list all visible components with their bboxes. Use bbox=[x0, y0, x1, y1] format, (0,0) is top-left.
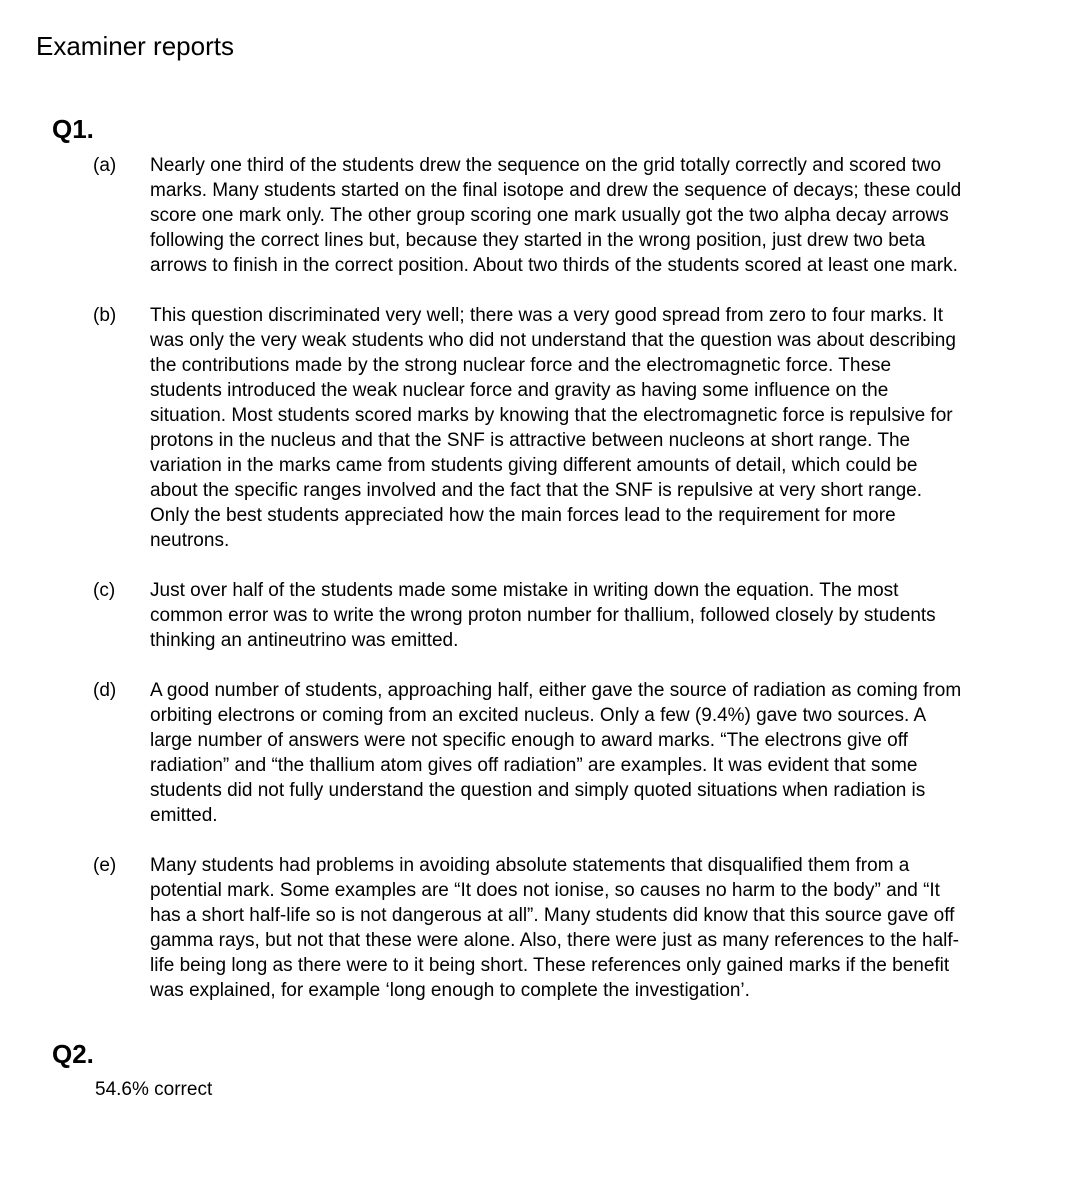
part-c-text: Just over half of the students made some mistake in writing down the equation. The most common error was to write the wrong proton number for thallium, followed closely by students thinking an antineutrino was emitted. bbox=[150, 580, 936, 651]
question-q1-parts bbox=[0, 153, 1068, 1028]
part-c-label: (c) bbox=[93, 580, 116, 601]
part-a-text: Nearly one third of the students drew the sequence on the grid totally correctly and scored two marks. Many students started on the final isotope and drew the sequence of decays; these could score one mark only. The other group scoring one mark usually got the two alpha decay arrows following the correct lines but, because they started in the wrong position, just drew two beta arrows to finish in the correct position. About two thirds of the students scored at least one mark. bbox=[150, 155, 962, 276]
question-q1-heading: Q1. bbox=[52, 114, 94, 144]
question-q2-stat: 54.6% correct bbox=[95, 1079, 213, 1100]
part-e bbox=[93, 853, 1068, 1003]
question-q2 bbox=[0, 1028, 1068, 1102]
part-d bbox=[93, 678, 1068, 828]
part-a bbox=[93, 153, 1068, 278]
part-b-text: This question discriminated very well; there was a very good spread from zero to four marks. It was only the very weak students who did not understand that the question was about describing the contributions made by the strong nuclear force and the electromagnetic force. These students introduced the weak nuclear force and gravity as having some influence on the situation. Most students scored marks by knowing that the electromagnetic force is repulsive for protons in the nucleus and that the SNF is attractive between nucleons at short range. The variation in the marks came from students giving different amounts of detail, which could be about the specific ranges involved and the fact that the SNF is repulsive at very short range. Only the best students appreciated how the main forces lead to the requirement for more neutrons. bbox=[150, 305, 956, 551]
part-a-label: (a) bbox=[93, 155, 117, 176]
part-e-text: Many students had problems in avoiding absolute statements that disqualified them from a potential mark. Some examples are “It does not ionise, so causes no harm to the body” and “It has a short half-life so is not dangerous at all”. Many students did know that this source gave off gamma rays, but not that these were alone. Also, there were just as many references to the half-life being long as there were to it being short. These references only gained marks if the benefit was explained, for example ‘long enough to complete the investigation’. bbox=[150, 855, 959, 1001]
part-d-text: A good number of students, approaching half, either gave the source of radiation as coming from orbiting electrons or coming from an excited nucleus. Only a few (9.4%) gave two sources. A large number of answers were not specific enough to award marks. “The electrons give off radiation” and “the thallium atom gives off radiation” are examples. It was evident that some students did not fully understand the question and simply quoted situations when radiation is emitted. bbox=[150, 680, 962, 826]
question-q2-heading: Q2. bbox=[52, 1039, 94, 1069]
question-q1 bbox=[0, 62, 1068, 1028]
part-b bbox=[93, 303, 1068, 553]
part-d-label: (d) bbox=[93, 680, 117, 701]
page-title: Examiner reports bbox=[36, 31, 234, 61]
part-b-label: (b) bbox=[93, 305, 117, 326]
part-e-label: (e) bbox=[93, 855, 117, 876]
part-c bbox=[93, 578, 1068, 653]
